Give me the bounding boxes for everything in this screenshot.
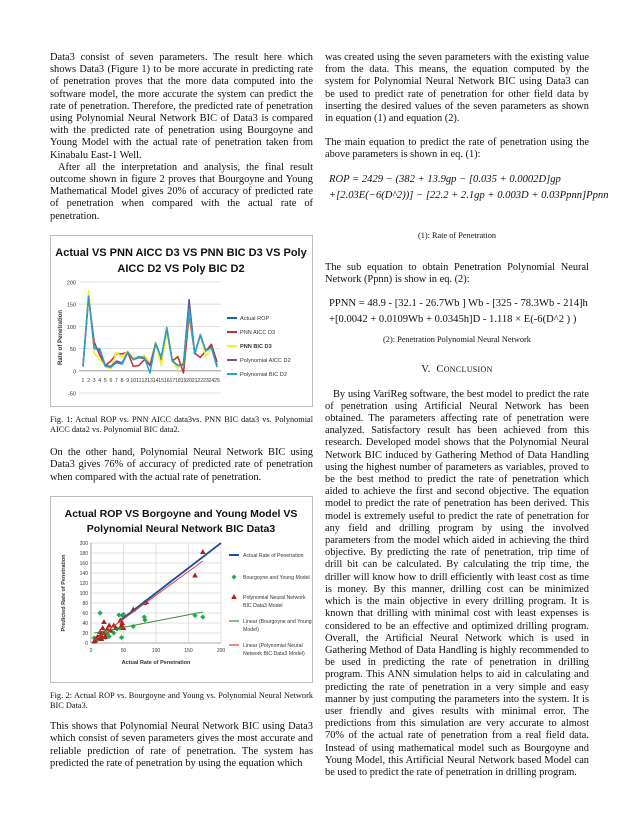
y-tick-label: 200 <box>79 540 88 547</box>
x-tick-label: 7 <box>115 377 118 384</box>
line-chart-svg <box>51 236 312 406</box>
trend-line <box>120 543 221 621</box>
chart-title: AICC D2 VS Poly BIC D2 <box>117 262 245 275</box>
equation-2-line-1: PPNN = 48.9 - [32.1 - 26.7Wb ] Wb - [325 - 78.3Wb - 214]h <box>329 298 588 310</box>
scatter-chart-svg <box>51 497 312 682</box>
section-heading-conclusion <box>325 364 589 376</box>
legend-swatch <box>232 574 237 579</box>
x-tick-label: 23 <box>202 377 209 384</box>
left-column <box>50 52 313 770</box>
figure-1-line-chart <box>50 235 313 407</box>
legend-label: Model) <box>243 626 259 633</box>
equation-2 <box>329 296 589 328</box>
y-tick-label: 180 <box>79 550 88 557</box>
equation-1 <box>329 172 609 204</box>
figure-2-caption: Fig. 2: Actual ROP vs. Bourgoyne and Young vs. Polynomial Neural Network BIC Data3. <box>50 690 313 711</box>
legend-label: Linear (Bourgoyne and Young <box>243 618 312 625</box>
y-tick-label: 0 <box>72 369 76 376</box>
x-tick-label: 21 <box>191 377 198 384</box>
y-tick-label: 120 <box>79 580 88 587</box>
x-tick-label: 16 <box>163 377 170 384</box>
y-tick-label: 0 <box>85 640 88 647</box>
x-axis-label: Actual Rate of Penetration <box>121 659 191 666</box>
section-number: V. <box>421 364 431 376</box>
legend-label: Polynomial BIC D2 <box>240 371 287 378</box>
body-paragraph: This shows that Polynomial Neural Network BIC using Data3 which consist of seven parameters gives the most accurate and reliable prediction of rate of penetration. The system has predicted the rate of penetration by using the equation which <box>50 721 313 769</box>
figure-2-scatter-chart <box>50 496 313 683</box>
x-tick-label: 25 <box>214 377 220 384</box>
data-point-triangle <box>100 625 106 630</box>
legend-swatch <box>231 594 237 599</box>
y-tick-label: 200 <box>66 280 76 287</box>
series-line <box>83 295 217 367</box>
data-point-diamond <box>200 614 205 619</box>
x-tick-label: 5 <box>103 377 107 384</box>
equation-2-line-2: +[0.0042 + 0.0109Wb + 0.0345h]D - 1.118 × E(-6(D^2 ) ) <box>329 314 577 326</box>
x-tick-label: 2 <box>87 377 91 384</box>
conclusion-paragraph: By using VariReg software, the best model to predict the rate of penetration using Artificial Neural Network has been obtained. The parameters affecting rate of penetration were analyzed. Satisfactory result has been achieved from this research. Developed model shows that the Polynomial Neural Network BIC induced by Gathering Method of Data Handling using the highest number of parameters as variables, proved to be the best method to predict the rate of penetration which aided to achieve the first and second objective. The equation model to predict the rate of penetration has been derived. This model is extremely useful to predict the rate of penetration for any field and drilling program by using the involved parameters from the model which aided in achieving the third objective. By predicting the rate of penetration, trip time of drill bit can be calculated. By calculating the trip time, the driller will know how to drill efficiently with least cost as time is money. By this manner, drilling cost can be minimized which is the main objective in every drilling program. It is known that drilling with minimal cost with least expenses is considered to be an effective and optimized drilling program. Overall, the Artificial Neural Network which is used in Gathering Method of Data Handling is highly recommended to be used in predicting the rate of penetration in drilling program. This ANN simulation helps to aid in calculating and predicting the rate of penetration in a very simple and easy manner by just computing the parameters into the system. It is user friendly and gives results with minimal error. The predictions from this simulation are very accurate to almost 70% of the actual rate of penetration from a real field data. Instead of using mathematical model such as Bourgoyne and Young Model, this Artificial Neural Network based Model can be used to predict the rate of penetration in drilling program. <box>325 388 589 778</box>
legend-label: BIC Data3 Model <box>243 602 283 609</box>
x-tick-label: 1 <box>81 377 85 384</box>
legend-label: Network BIC Data3 Model) <box>243 650 305 657</box>
body-paragraph: The main equation to predict the rate of penetration using the above parameters is shown in eq. (1): <box>325 137 589 161</box>
section-title-rest: ONCLUSION <box>443 365 493 375</box>
body-paragraph: On the other hand, Polynomial Neural Network BIC using Data3 gives 76% of accuracy of predicted rate of penetration when compared with the actual rate of penetration. <box>50 447 313 483</box>
x-tick-label: 150 <box>184 647 193 654</box>
x-tick-label: 0 <box>89 647 93 654</box>
y-tick-label: 150 <box>66 302 76 309</box>
x-tick-label: 12 <box>141 377 148 384</box>
y-tick-label: 80 <box>82 600 88 607</box>
body-paragraph: Data3 consist of seven parameters. The result here which shows Data3 (Figure 1) to be more accurate in predicting rate of penetration proves that the more data computed into the software model, the more accurate the system can predict the rate of penetration. Therefore, the predicted rate of penetration using Polynomial Neural Network BIC of Data3 is compared with the predicted rate of penetration using Bourgoyne and Young Model with the actual rate of penetration taken from Kinabalu East-1 Well. <box>50 52 313 161</box>
x-tick-label: 100 <box>151 647 161 654</box>
figure-1-caption: Fig. 1: Actual ROP vs. PNN AICC data3vs. PNN BIC data3 vs. Polynomial AICC data2 vs. Polynomial BIC data2. <box>50 414 313 435</box>
body-paragraph: was created using the seven parameters with the existing value from the data. This means, the equation computed by the system for Polynomial Neural Network BIC using Data3 can be used to predict rate of penetration for other field data by inserting the desired values of the seven parameters as shown in equation (1) and equation (2). <box>325 52 589 125</box>
x-tick-label: 15 <box>158 377 165 384</box>
legend-label: Polynomial AICC D2 <box>240 357 291 364</box>
legend-label: Polynomial Neural Network <box>243 594 306 601</box>
x-tick-label: 50 <box>120 647 127 654</box>
x-tick-label: 200 <box>216 647 226 654</box>
x-tick-label: 13 <box>147 377 153 384</box>
x-tick-label: 17 <box>169 377 176 384</box>
legend-label: Linear (Polynomial Neural <box>243 642 303 649</box>
y-tick-label: 160 <box>79 560 88 567</box>
equation-1-caption: (1): Rate of Penetration <box>417 230 497 240</box>
equation-2-caption: (2): Penetration Polynomial Neural Network <box>383 335 531 345</box>
body-paragraph: After all the interpretation and analysis, the final result outcome shown in figure 2 proves that Bourgoyne and Young Mathematical Model gives 20% of accuracy of predicted rate of penetration when compared with the actual rate of penetration. <box>50 161 313 222</box>
x-tick-label: 4 <box>98 377 102 384</box>
x-tick-label: 18 <box>175 377 181 384</box>
body-paragraph: The sub equation to obtain Penetration Polynomial Neural Network (Ppnn) is show in eq. (2): <box>325 261 589 286</box>
x-tick-label: 9 <box>126 377 130 384</box>
data-point-triangle <box>200 549 206 554</box>
right-column <box>325 52 609 779</box>
y-tick-label: 40 <box>82 620 88 627</box>
x-tick-label: 3 <box>92 377 96 384</box>
x-tick-label: 14 <box>152 377 159 384</box>
y-tick-label: 60 <box>82 610 88 617</box>
y-tick-label: 20 <box>82 630 88 637</box>
legend-label: Actual Rate of Penetration <box>243 552 304 559</box>
x-tick-label: 22 <box>197 377 204 384</box>
legend-label: Bourgoyne and Young Model <box>243 574 310 581</box>
x-tick-label: 6 <box>109 377 113 384</box>
x-tick-label: 11 <box>136 377 142 384</box>
y-tick-label: 50 <box>69 346 76 353</box>
x-tick-label: 24 <box>208 377 215 384</box>
section-title-initial: C <box>436 364 444 376</box>
data-point-triangle <box>101 619 107 624</box>
y-tick-label: -50 <box>68 391 76 398</box>
y-tick-label: 100 <box>66 324 76 331</box>
equation-1-line-1: ROP = 2429 − (382 + 13.9gp − [0.035 + 0.0002D]gp <box>329 173 561 185</box>
x-tick-label: 10 <box>130 377 137 384</box>
x-tick-label: 8 <box>120 377 124 384</box>
legend-label: PNN AICC D3 <box>240 329 276 336</box>
x-tick-label: 19 <box>180 377 187 384</box>
legend-label: Actual ROP <box>240 315 270 322</box>
chart-title: Actual VS PNN AICC D3 VS PNN BIC D3 VS Poly <box>55 246 307 259</box>
equation-1-line-2: +[2.03E(−6(D^2))] − [22.2 + 2.1gp + 0.003D + 0.03Ppnn]Ppnn <box>329 189 609 201</box>
data-point-diamond <box>98 610 103 615</box>
y-tick-label: 140 <box>79 570 88 577</box>
legend-label: PNN BIC D3 <box>240 343 272 350</box>
y-axis-label: Rate of Penetration <box>58 309 64 365</box>
chart-title: Polynomial Neural Network BIC Data3 <box>86 522 276 535</box>
x-tick-label: 20 <box>186 377 192 384</box>
trend-line <box>94 612 203 633</box>
y-tick-label: 100 <box>79 590 88 597</box>
series-line <box>83 296 217 366</box>
y-axis-label: Predicted Rate of Penetration <box>61 554 67 632</box>
chart-title: Actual ROP VS Borgoyne and Young Model VS <box>64 507 298 520</box>
